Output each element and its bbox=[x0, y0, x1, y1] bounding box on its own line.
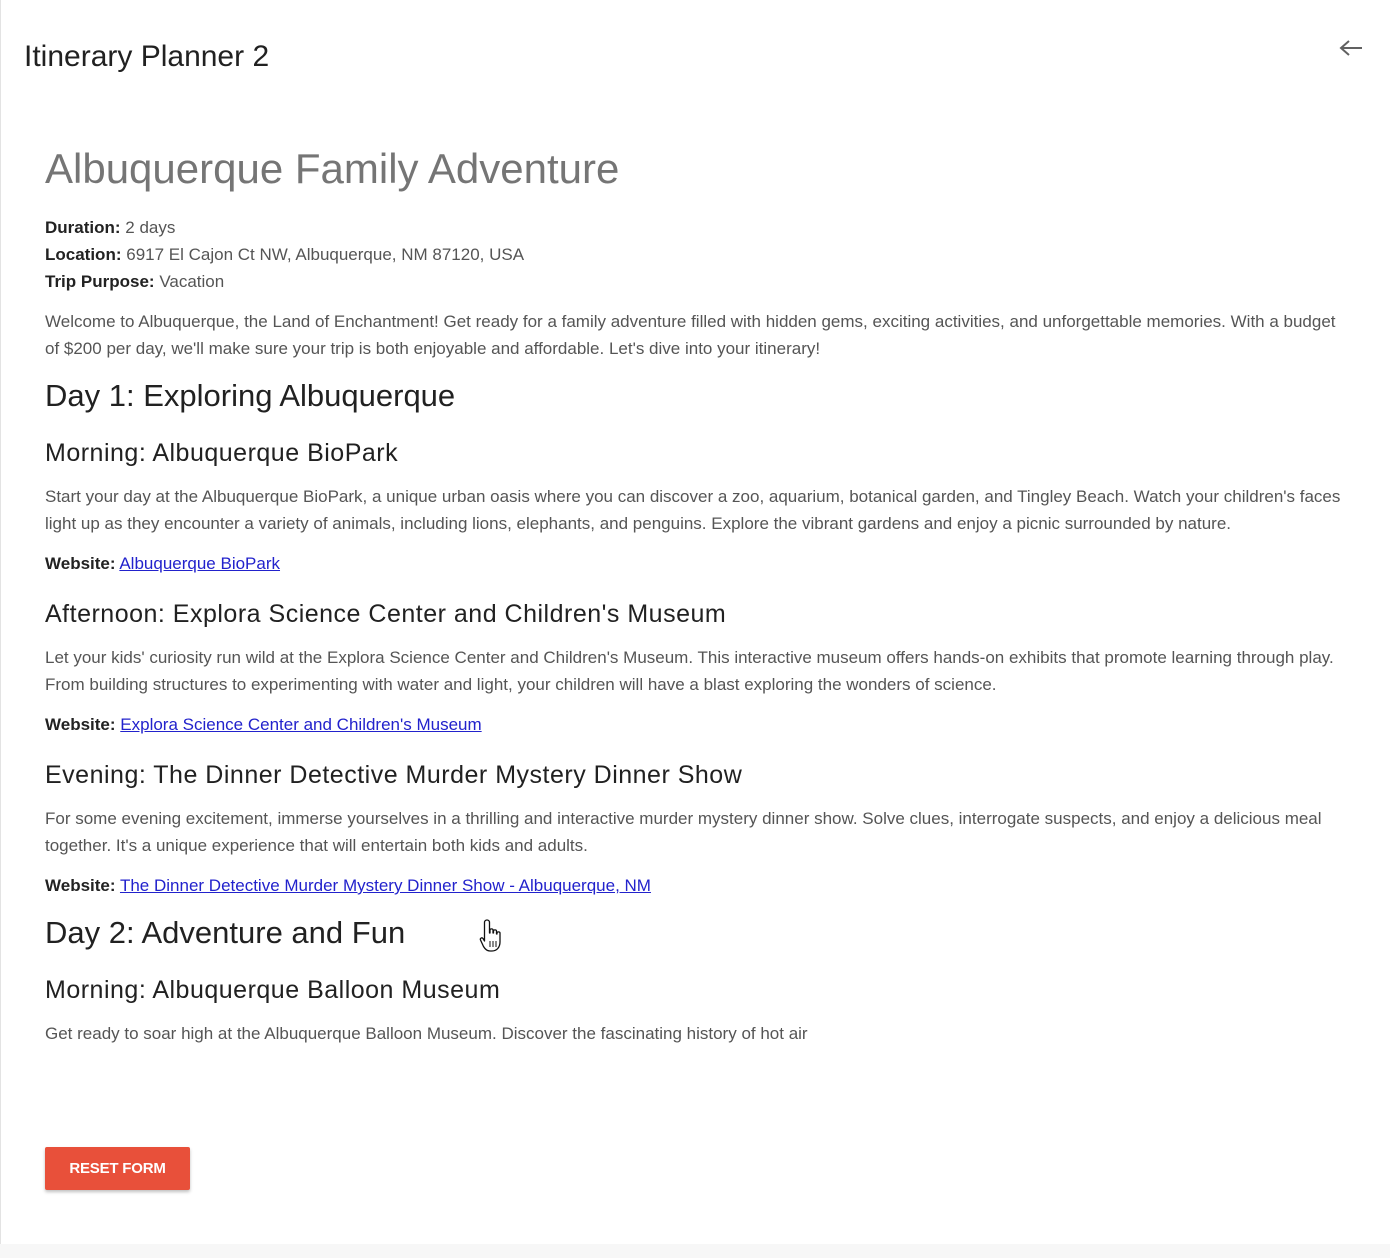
duration-label: Duration: bbox=[45, 218, 121, 237]
website-link[interactable]: Explora Science Center and Children's Museum bbox=[120, 715, 482, 734]
website-line bbox=[45, 873, 1345, 899]
back-button[interactable] bbox=[1335, 33, 1367, 63]
location-value: 6917 El Cajon Ct NW, Albuquerque, NM 87120, USA bbox=[126, 245, 525, 264]
purpose-label: Trip Purpose: bbox=[45, 272, 155, 291]
website-line bbox=[45, 551, 1345, 577]
trip-intro: Welcome to Albuquerque, the Land of Enchantment! Get ready for a family adventure filled with hidden gems, exciting activities, and unforgettable memories. With a budget of $200 per day, we'll make sure your trip is both enjoyable and affordable. Let's dive into your itinerary! bbox=[45, 312, 1336, 358]
website-link[interactable]: Albuquerque BioPark bbox=[119, 554, 281, 573]
trip-title: Albuquerque Family Adventure bbox=[45, 145, 620, 192]
slot-heading: Evening: The Dinner Detective Murder Mystery Dinner Show bbox=[45, 761, 743, 789]
slot-description: Start your day at the Albuquerque BioPark, a unique urban oasis where you can discover a zoo, aquarium, botanical garden, and Tingley Beach. Watch your children's faces light up as they encounter a variety of animals, including lions, elephants, and penguins. Explore the vibrant gardens and enjoy a picnic surrounded by nature. bbox=[45, 487, 1341, 533]
website-label: Website: bbox=[45, 554, 116, 573]
reset-form-button[interactable]: RESET FORM bbox=[45, 1147, 190, 1190]
slot-heading: Afternoon: Explora Science Center and Children's Museum bbox=[45, 600, 727, 628]
slot-description: Get ready to soar high at the Albuquerque Balloon Museum. Discover the fascinating history of hot air bbox=[45, 1024, 808, 1043]
slot-heading: Morning: Albuquerque BioPark bbox=[45, 439, 399, 467]
slot-description: Let your kids' curiosity run wild at the Explora Science Center and Children's Museum. This interactive museum offers hands-on exhibits that promote learning through play. From building structures to experimenting with water and light, your children will have a blast exploring the wonders of science. bbox=[45, 648, 1334, 694]
location-label: Location: bbox=[45, 245, 122, 264]
website-label: Website: bbox=[45, 876, 116, 895]
purpose-value: Vacation bbox=[159, 272, 225, 291]
arrow-left-icon bbox=[1338, 38, 1364, 58]
duration-line bbox=[45, 214, 1345, 241]
itinerary-content bbox=[45, 140, 1345, 1048]
website-link[interactable]: The Dinner Detective Murder Mystery Dinner Show - Albuquerque, NM bbox=[119, 876, 651, 895]
location-line bbox=[45, 241, 1345, 268]
website-line bbox=[45, 712, 1345, 738]
day-heading: Day 2: Adventure and Fun bbox=[45, 915, 406, 950]
purpose-line bbox=[45, 268, 1345, 295]
website-label: Website: bbox=[45, 715, 116, 734]
slot-heading: Morning: Albuquerque Balloon Museum bbox=[45, 976, 501, 1004]
day-heading: Day 1: Exploring Albuquerque bbox=[45, 378, 456, 413]
duration-value: 2 days bbox=[125, 218, 176, 237]
slot-description: For some evening excitement, immerse yourselves in a thrilling and interactive murder mystery dinner show. Solve clues, interrogate suspects, and enjoy a delicious meal together. It's a unique experience that will entertain both kids and adults. bbox=[45, 809, 1322, 855]
app-title: Itinerary Planner 2 bbox=[24, 40, 270, 73]
